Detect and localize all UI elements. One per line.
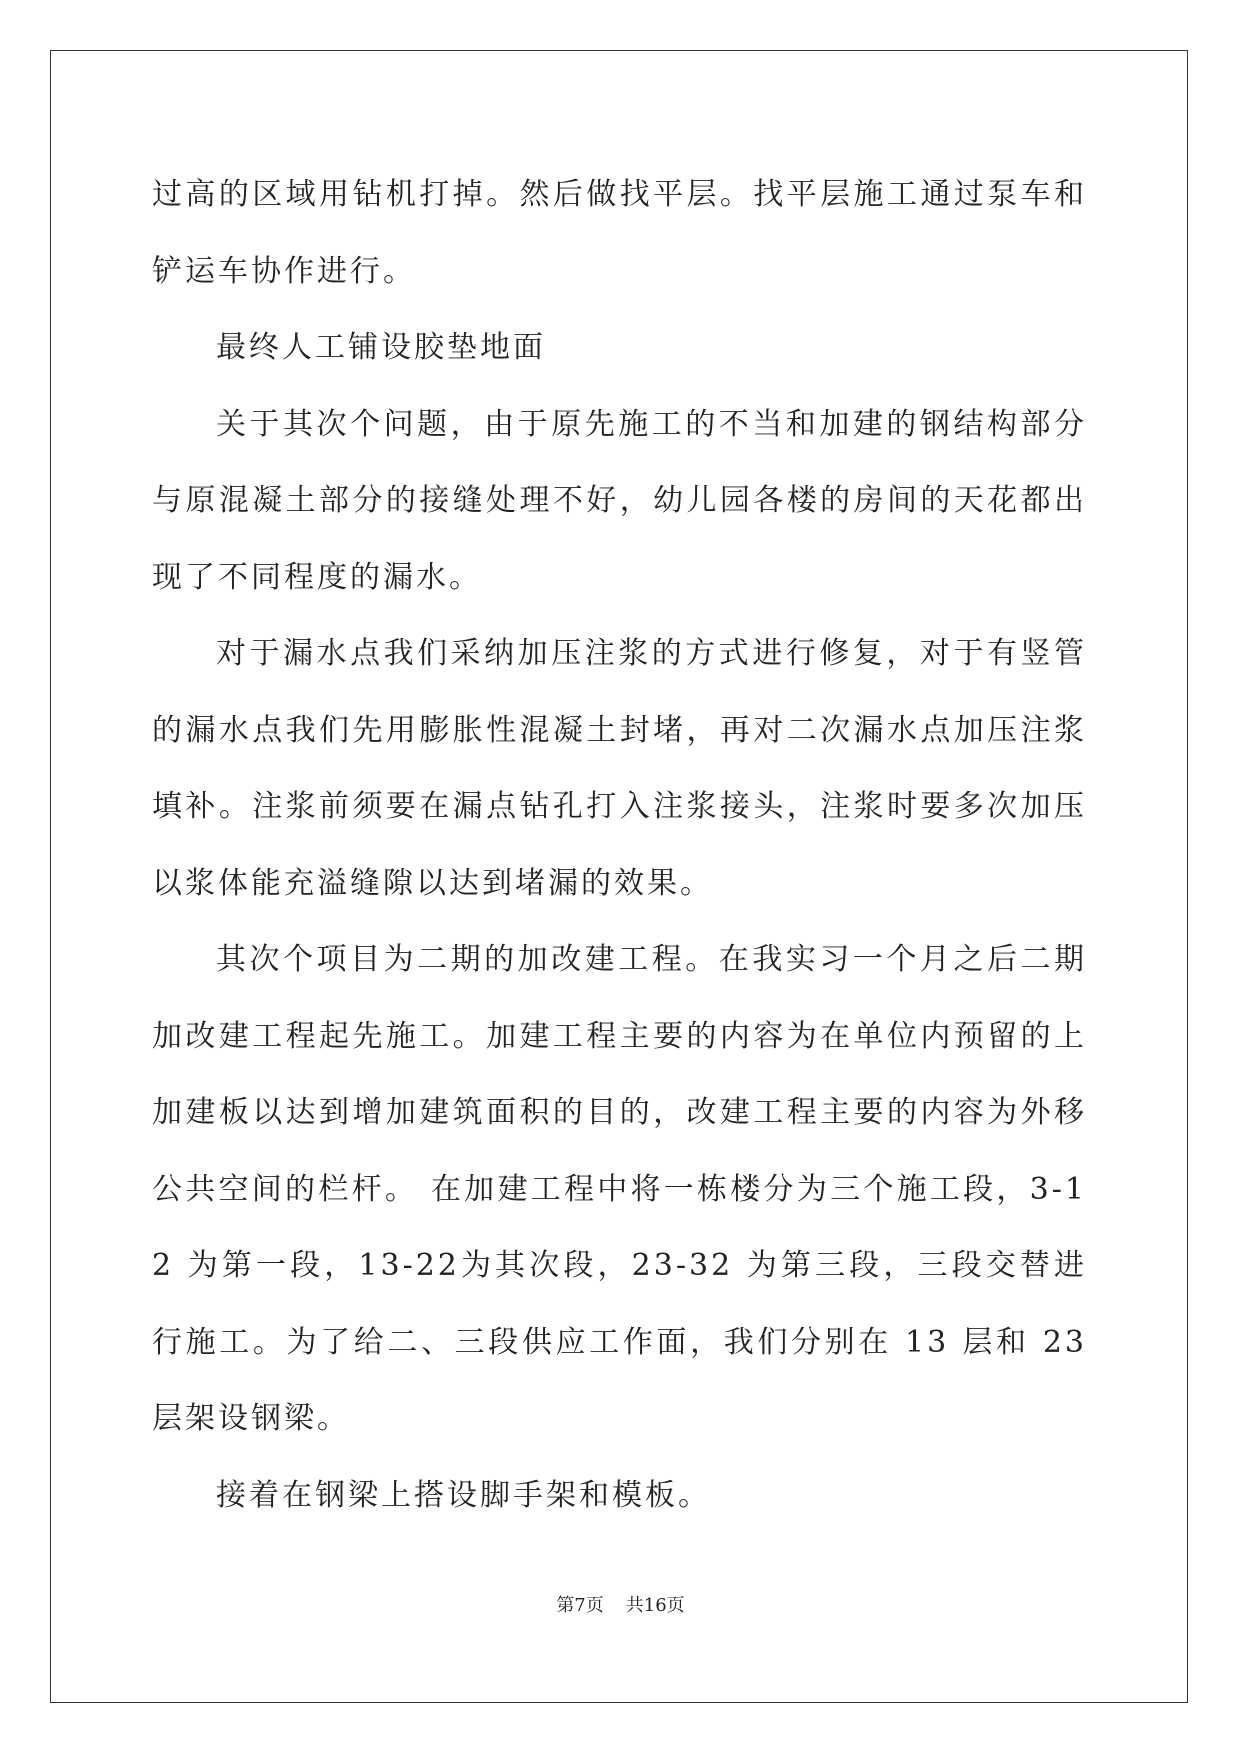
page-number: 第7页 <box>556 1595 604 1616</box>
page-footer <box>0 1594 1241 1618</box>
paragraph-6: 接着在钢梁上搭设脚手架和模板。 <box>216 1477 711 1513</box>
paragraph-4: 对于漏水点我们采纳加压注浆的方式进行修复，对于有竖管的漏水点我们先用膨胀性混凝土封堵，再对二次漏水点加压注浆填补。注浆前须要在漏点钻孔打入注浆接头，注浆时要多次加压以浆体能充溢缝隙以达到堵漏的效果。 <box>152 636 1087 901</box>
paragraph-5: 其次个项目为二期的加改建工程。在我实习一个月之后二期加改建工程起先施工。加建工程主要的内容为在单位内预留的上加建板以达到增加建筑面积的目的，改建工程主要的内容为外移公共空间的栏杆。 在加建工程中将一栋楼分为三个施工段，3-12 为第一段，13-22为其次段，23-32 为第三段，三段交替进行施工。为了给二、三段供应工作面，我们分别在 13 层和 23 层架设钢梁。 <box>152 942 1087 1436</box>
paragraph-2: 最终人工铺设胶垫地面 <box>216 330 546 365</box>
document-body <box>152 157 1087 1534</box>
paragraph-3: 关于其次个问题，由于原先施工的不当和加建的钢结构部分与原混凝土部分的接缝处理不好，幼儿园各楼的房间的天花都出现了不同程度的漏水。 <box>152 406 1087 595</box>
total-pages: 共16页 <box>625 1595 685 1616</box>
paragraph-1: 过高的区域用钻机打掉。然后做找平层。找平层施工通过泵车和铲运车协作进行。 <box>152 177 1087 289</box>
